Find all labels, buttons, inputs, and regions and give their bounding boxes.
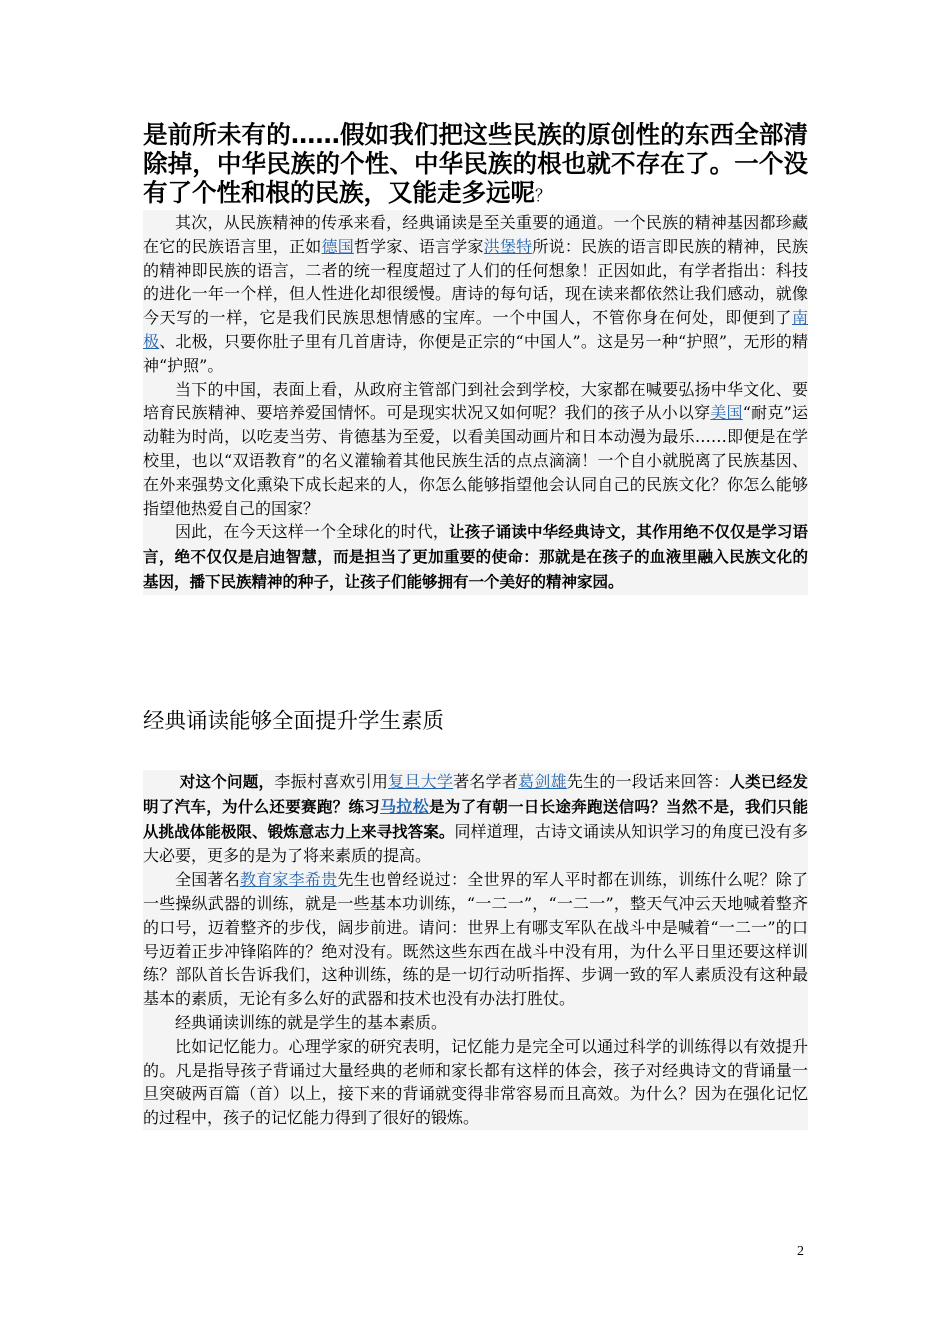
link-usa[interactable]: 美国 bbox=[710, 403, 743, 423]
link-educator[interactable]: 教育家 bbox=[239, 870, 289, 890]
p4-bold-2: 人类已经发明了汽车，为什么还要赛跑？练习 bbox=[143, 773, 808, 816]
section-heading: 经典诵读能够全面提升学生素质 bbox=[143, 709, 445, 734]
p2-text-1: 当下的中国，表面上看，从政府主管部门到社会到学校，大家都在喊要弘扬中华文化、要培育民族精神、要培养爱国情怀。可是现实状况又如何呢？我们的孩子从小以穿 bbox=[143, 379, 808, 423]
p1-text-4: 、北极，只要你肚子里有几首唐诗，你便是正宗的“中国人”。这是另一种“护照”，无形的精神“护照”。 bbox=[143, 331, 808, 375]
p1-text-1: 其次，从民族精神的传承来看，经典诵读是至关重要的通道。一个民族的精神基因都珍藏在它的民族语言里，正如 bbox=[143, 213, 808, 256]
lead-bold-text: 是前所未有的……假如我们把这些民族的原创性的东西全部清除掉，中华民族的个性、中华民族的根也就不存在了。一个没有了个性和根的民族，又能走多远呢 bbox=[143, 120, 808, 207]
p5-text-1: 全国著名 bbox=[175, 870, 240, 890]
paragraph-basic-quality: 经典诵读训练的就是学生的基本素质。 bbox=[175, 1012, 448, 1032]
link-marathon[interactable]: 马拉松 bbox=[380, 796, 429, 816]
link-li-xigui[interactable]: 李希贵 bbox=[288, 870, 338, 890]
p3-bold: 让孩子诵读中华经典诗文，其作用绝不仅仅是学习语言，绝不仅仅是启迪智慧，而是担当了更加重要的使命：那就是在孩子的血液里融入民族文化的基因，播下民族精神的种子，让孩子们能够拥有一个美好的精神家园。 bbox=[143, 523, 808, 591]
page-number: 2 bbox=[797, 1244, 804, 1259]
body-block bbox=[143, 210, 808, 595]
paragraph-conclusion bbox=[143, 520, 808, 594]
lower-section bbox=[143, 770, 808, 1130]
p4-text-4: 同样道理，古诗文诵读从知识学习的角度已没有多大必要，更多的是为了将来素质的提高。 bbox=[143, 821, 808, 866]
p4-text-1: 李振村喜欢引用 bbox=[274, 772, 389, 791]
lead-tail: ？ bbox=[535, 186, 552, 205]
paragraph-current-china bbox=[143, 378, 808, 521]
link-humboldt[interactable]: 洪堡特 bbox=[483, 236, 533, 256]
p1-text-3: 所说：民族的语言即民族的精神，民族的精神即民族的语言，二者的统一程度超过了人们的任何想象！正因如此，有学者指出：科技的进化一年一个样，但人性进化却很缓慢。唐诗的每句话，现在读来都依然让我们感动，就像今天写的一样，它是我们民族思想情感的宝库。一个中国人，不管你身在何处，即便到了 bbox=[143, 236, 808, 328]
p5-text-2: 先生也曾经说过：全世界的军人平时都在训练，训练什么呢？除了一些操纵武器的训练，就是一些基本功训练，“一二一”，“一二一”，整天气冲云天地喊着整齐的口号，迈着整齐的步伐，阔步前进。请问：世界上有哪支军队在战斗中是喊着“一二一”的口号迈着正步冲锋陷阵的？绝对没有。既然这些东西在战斗中没有用，为什么平日里还要这样训练？部队首长告诉我们，这种训练，练的是一切行动听指挥、步调一致的军人素质没有这种最基本的素质，无论有多么好的武器和技术也没有办法打胜仗。 bbox=[143, 870, 808, 1009]
p4-text-2: 著名学者 bbox=[453, 772, 519, 791]
p4-bold-3: 是为了有朝一日长途奔跑送信吗？当然不是，我们只能从挑战体能极限、锻炼意志力上来寻找答案。 bbox=[143, 797, 808, 841]
p4-text-3: 先生的一段话来回答： bbox=[566, 772, 730, 791]
p1-text-2: 哲学家、语言学家 bbox=[353, 236, 484, 256]
paragraph-military bbox=[143, 868, 808, 1011]
paragraph-memory: 比如记忆能力。心理学家的研究表明，记忆能力是完全可以通过科学的训练得以有效提升的。凡是指导孩子背诵过大量经典的老师和家长都有这样的体会，孩子对经典诗文的背诵量一旦突破两百篇（首）以上，接下来的背诵就变得非常容易而且高效。为什么？因为在强化记忆的过程中，孩子的记忆能力得到了很好的锻炼。 bbox=[143, 1036, 808, 1128]
link-germany[interactable]: 德国 bbox=[321, 236, 354, 256]
upper-section bbox=[143, 120, 808, 595]
paragraph-spirit-heritage bbox=[143, 210, 808, 378]
link-fudan[interactable]: 复旦大学 bbox=[388, 772, 454, 791]
p4-bold-1: 对这个问题， bbox=[179, 773, 275, 791]
link-antarctica[interactable]: 南极 bbox=[143, 308, 808, 351]
paragraph-marathon bbox=[143, 770, 808, 868]
p2-text-2: “耐克”运动鞋为时尚，以吃麦当劳、肯德基为至爱，以看美国动画片和日本动漫为最乐……即便是在学校里，也以“双语教育”的名义灌输着其他民族生活的点点滴滴！一个自小就脱离了民族基因、在外来强势文化熏染下成长起来的人，你怎么能够指望他会认同自己的民族文化？你怎么能够指望他热爱自己的国家？ bbox=[143, 403, 808, 518]
link-ge-jianxiong[interactable]: 葛剑雄 bbox=[518, 772, 567, 791]
p3-text-1: 因此，在今天这样一个全球化的时代， bbox=[175, 522, 449, 542]
lead-paragraph bbox=[143, 120, 808, 210]
